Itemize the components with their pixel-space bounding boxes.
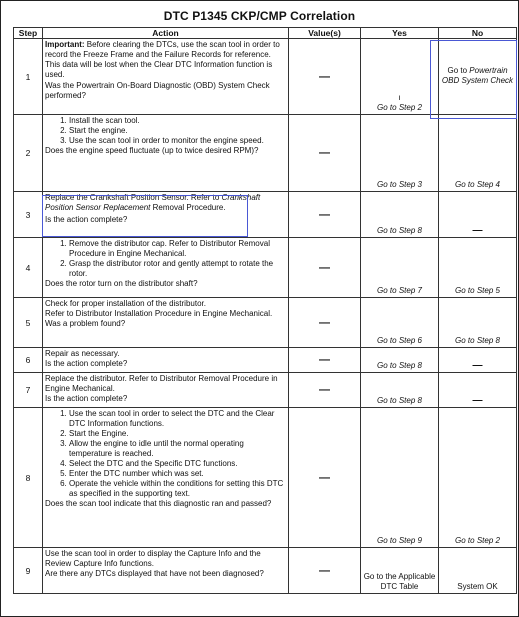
- table-row: [14, 373, 517, 408]
- page-title: DTC P1345 CKP/CMP Correlation: [163, 9, 356, 23]
- action-cell: [43, 115, 289, 192]
- step-number: 3: [14, 192, 43, 238]
- value-cell: —: [289, 348, 361, 373]
- header-row: [14, 28, 517, 39]
- table-row: [14, 408, 517, 548]
- yes-link[interactable]: Go to Step 8: [377, 361, 422, 370]
- no-cell: [439, 548, 517, 594]
- list-item: 6. Operate the vehicle within the conditions for setting this DTC as specified in the supporting text.: [69, 479, 286, 499]
- action-text: Check for proper installation of the distributor.: [45, 299, 206, 308]
- action-text: Repair as necessary.: [45, 349, 120, 358]
- no-link[interactable]: Go to Step 5: [455, 286, 500, 295]
- table-row: [14, 548, 517, 594]
- question-text: Is the action complete?: [45, 359, 128, 368]
- important-label: Important:: [45, 40, 85, 49]
- action-cell: [43, 373, 289, 408]
- value-cell: —: [289, 39, 361, 115]
- yes-cell: [361, 408, 439, 548]
- value-cell: —: [289, 238, 361, 298]
- no-cell: [439, 348, 517, 373]
- value-cell: —: [289, 115, 361, 192]
- list-item: 5. Enter the DTC number which was set.: [69, 469, 286, 479]
- list-item: 1. Install the scan tool.: [69, 116, 286, 126]
- header-yes: Yes: [361, 28, 439, 39]
- yes-cell: [361, 39, 439, 115]
- no-dash: —: [472, 225, 483, 236]
- list-item: 2. Grasp the distributor rotor and gently attempt to rotate the rotor.: [69, 259, 286, 279]
- step-number: 2: [14, 115, 43, 192]
- list-item: 1. Use the scan tool in order to select the DTC and the Clear DTC Information functions.: [69, 409, 286, 429]
- action-cell: [43, 39, 289, 115]
- step-number: 8: [14, 408, 43, 548]
- action-cell: [43, 548, 289, 594]
- action-cell: [43, 298, 289, 348]
- yes-link[interactable]: Go to the Applicable DTC Table: [363, 572, 436, 591]
- action-cell: [43, 348, 289, 373]
- yes-cell: [361, 298, 439, 348]
- no-link[interactable]: Go to Step 4: [455, 180, 500, 189]
- action-text: Replace the distributor. Refer to Distributor Removal Procedure in Engine Mechanical.: [45, 374, 278, 393]
- table-row: [14, 348, 517, 373]
- step-number: 1: [14, 39, 43, 115]
- action-cell: [43, 238, 289, 298]
- system-ok-text: System OK: [457, 582, 498, 591]
- header-no: No: [439, 28, 517, 39]
- question-text: Are there any DTCs displayed that have not been diagnosed?: [45, 569, 264, 578]
- value-cell: —: [289, 548, 361, 594]
- list-item: 4. Select the DTC and the Specific DTC functions.: [69, 459, 286, 469]
- table-row: [14, 238, 517, 298]
- question-text: Was the Powertrain On-Board Diagnostic (OBD) System Check performed?: [45, 81, 270, 100]
- yes-link[interactable]: Go to Step 9: [377, 536, 422, 545]
- table-row: [14, 39, 517, 115]
- action-cell: [43, 408, 289, 548]
- step-number: 7: [14, 373, 43, 408]
- no-dash: —: [472, 395, 483, 406]
- table-row: [14, 192, 517, 238]
- question-text: Is the action complete?: [45, 215, 128, 224]
- no-cell: [439, 115, 517, 192]
- yes-link[interactable]: Go to Step 3: [377, 180, 422, 189]
- list-item: 3. Allow the engine to idle until the normal operating temperature is reached.: [69, 439, 286, 459]
- question-text: Does the rotor turn on the distributor shaft?: [45, 279, 198, 288]
- yes-cell: [361, 348, 439, 373]
- no-dash: —: [472, 360, 483, 371]
- no-cell: [439, 373, 517, 408]
- yes-mark: ı: [398, 93, 401, 102]
- list-item: 1. Remove the distributor cap. Refer to Distributor Removal Procedure in Engine Mechanical.: [69, 239, 286, 259]
- yes-link[interactable]: Go to Step 6: [377, 336, 422, 345]
- question-text: Was a problem found?: [45, 319, 126, 328]
- action-text: Removal Procedure.: [152, 203, 226, 212]
- important-text: Before clearing the DTCs, use the scan tool in order to record the Freeze Frame and the Failure Records for reference. This data will be lost when the Clear DTC Information function is used.: [45, 40, 280, 79]
- action-text: Replace the Crankshaft Position Sensor. Refer to: [45, 193, 220, 202]
- no-link[interactable]: Powertrain OBD System Check: [441, 66, 514, 85]
- no-link[interactable]: Go to Step 2: [455, 536, 500, 545]
- diagnostic-table: [13, 27, 517, 594]
- no-prefix: Go to: [447, 66, 468, 75]
- yes-cell: [361, 192, 439, 238]
- table-row: [14, 298, 517, 348]
- no-cell: [439, 192, 517, 238]
- yes-cell: [361, 115, 439, 192]
- no-cell: [439, 298, 517, 348]
- yes-link[interactable]: Go to Step 8: [377, 396, 422, 405]
- no-cell: [439, 408, 517, 548]
- action-text: Refer to Distributor Installation Procedure in Engine Mechanical.: [45, 309, 273, 318]
- procedure-link[interactable]: Crankshaft Position Sensor Replacement: [45, 193, 261, 212]
- list-item: 2. Start the engine.: [69, 126, 286, 136]
- header-action: Action: [43, 28, 289, 39]
- question-text: Does the engine speed fluctuate (up to twice desired RPM)?: [45, 146, 259, 155]
- action-cell: [43, 192, 289, 238]
- value-cell: —: [289, 298, 361, 348]
- list-item: 2. Start the Engine.: [69, 429, 286, 439]
- action-text: Use the scan tool in order to display the Capture Info and the Review Capture Info functions.: [45, 549, 261, 568]
- step-number: 9: [14, 548, 43, 594]
- step-number: 5: [14, 298, 43, 348]
- value-cell: —: [289, 408, 361, 548]
- step-number: 4: [14, 238, 43, 298]
- question-text: Does the scan tool indicate that this diagnostic ran and passed?: [45, 499, 272, 508]
- step-number: 6: [14, 348, 43, 373]
- header-step: Step: [14, 28, 43, 39]
- yes-cell: [361, 373, 439, 408]
- no-cell: [439, 238, 517, 298]
- yes-link[interactable]: Go to Step 8: [377, 226, 422, 235]
- header-values: Value(s): [289, 28, 361, 39]
- value-cell: —: [289, 192, 361, 238]
- list-item: 3. Use the scan tool in order to monitor the engine speed.: [69, 136, 286, 146]
- no-link[interactable]: Go to Step 8: [455, 336, 500, 345]
- yes-cell: [361, 548, 439, 594]
- no-cell: [439, 39, 517, 115]
- value-cell: —: [289, 373, 361, 408]
- question-text: Is the action complete?: [45, 394, 128, 403]
- yes-link[interactable]: Go to Step 2: [377, 103, 422, 112]
- yes-cell: [361, 238, 439, 298]
- table-row: [14, 115, 517, 192]
- yes-link[interactable]: Go to Step 7: [377, 286, 422, 295]
